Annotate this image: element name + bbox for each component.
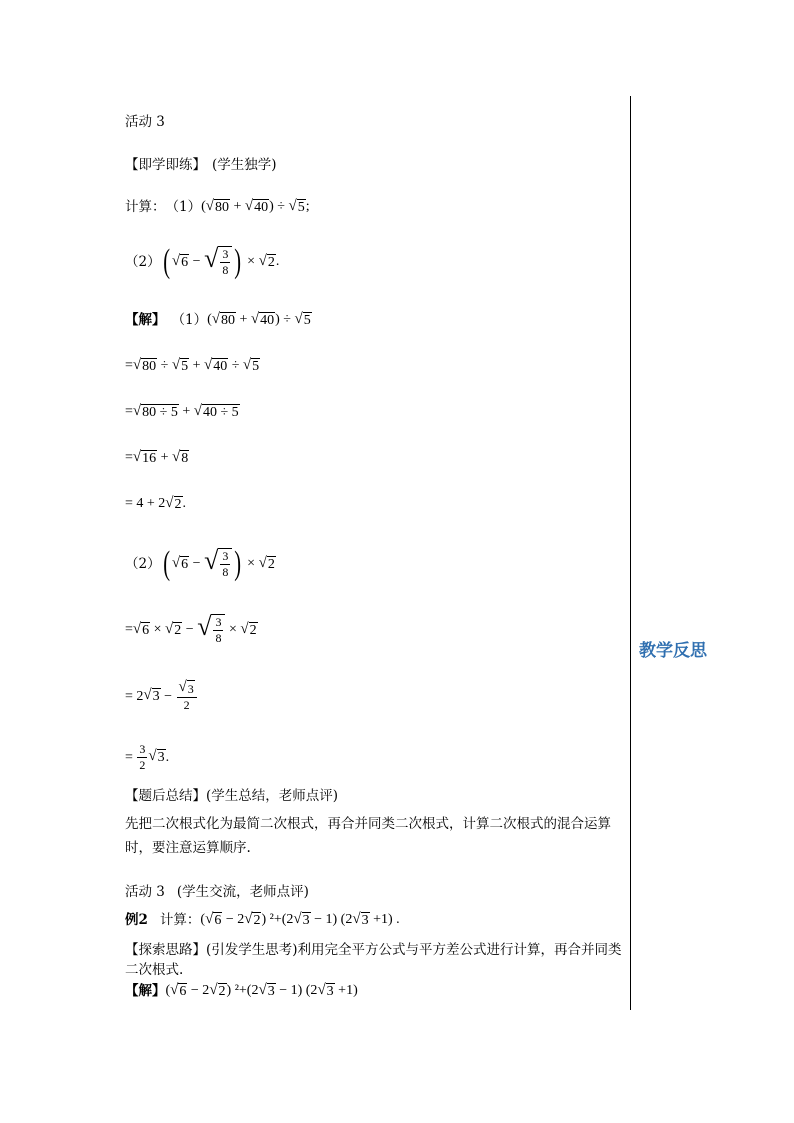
solution-step-2: = √ 80 ÷ √ 5 + √ 40 ÷ √ 5 xyxy=(125,356,260,374)
example-label: 例2 xyxy=(125,912,148,928)
q2-label: （2） xyxy=(125,254,161,270)
example-calc-label: 计算： xyxy=(159,912,201,928)
summary-text: 先把二次根式化为最简二次根式，再合并同类二次根式，计算二次根式的混合运算时，要注意运算顺序. xyxy=(125,816,611,856)
solution-label: 【解】 xyxy=(125,312,166,328)
sol-q2-label: （2） xyxy=(125,556,161,572)
question-1 xyxy=(125,197,310,217)
example-2-line xyxy=(125,910,400,930)
summary-heading: 【题后总结】 xyxy=(125,788,206,804)
activity-heading: 活动 3 xyxy=(125,114,165,130)
solution-2-line xyxy=(125,981,358,1001)
activity-2-heading: 活动 3 xyxy=(125,884,165,900)
solution-part2-step-4: = $\frac{3}{2}$ √ 3 . xyxy=(125,742,170,772)
explore-heading: 【探索思路】 xyxy=(125,942,206,958)
explore-text: (引发学生思考)利用完全平方公式与平方差公式进行计算，再合并同类二次根式. xyxy=(125,942,622,978)
teaching-reflection-title: 教学反思 xyxy=(639,641,707,661)
solution-2-label: 【解】 xyxy=(125,983,166,999)
q2-expression: ( √ 6 − √ $\frac{3}{8}$ ) × √ 2 . xyxy=(162,243,280,280)
sol-q1-label: （1） xyxy=(171,312,208,328)
practice-note: (学生独学) xyxy=(212,157,277,173)
summary-heading-line xyxy=(125,786,338,806)
calc-label: 计算： xyxy=(125,199,166,215)
solution-2-expression: ( √ 6 − 2 √ 2 ) ²+(2 √ 3 − 1) (2 √ 3 +1) xyxy=(165,981,358,999)
practice-heading-line xyxy=(125,155,277,175)
solution-line-1 xyxy=(125,310,312,330)
q1-expression: ( √ 80 + √ 40 ) ÷ √ 5 ; xyxy=(201,197,310,215)
solution-step-5: = 4 + 2 √ 2 . xyxy=(125,494,187,512)
example-expression: ( √ 6 − 2 √ 2 ) ²+(2 √ 3 − 1) (2 √ 3 +1) . xyxy=(200,910,400,928)
sol-q1-expression: ( √ 80 + √ 40 ) ÷ √ 5 xyxy=(207,310,311,328)
sol-q2-expression: ( √ 6 − √ $\frac{3}{8}$ ) × √ 2 xyxy=(162,545,275,582)
solution-part-2 xyxy=(125,547,276,581)
summary-note: (学生总结，老师点评) xyxy=(206,788,339,804)
column-divider xyxy=(630,96,631,1010)
solution-part2-step-2: = √ 6 × √ 2 − √ $\frac{3}{8}$ × √ 2 xyxy=(125,612,257,645)
solution-step-3: = √ 80 ÷ 5 + √ 40 ÷ 5 xyxy=(125,402,239,420)
q1-label: （1） xyxy=(165,199,202,215)
solution-step-4: = √ 16 + √ 8 xyxy=(125,448,189,466)
explore-paragraph xyxy=(125,940,625,980)
practice-heading: 【即学即练】 xyxy=(125,157,206,173)
activity-2-note: (学生交流，老师点评) xyxy=(176,884,309,900)
solution-part2-step-3: = 2 √ 3 − √ 3 2 xyxy=(125,680,198,713)
question-2 xyxy=(125,245,279,279)
activity-2-line xyxy=(125,882,309,902)
